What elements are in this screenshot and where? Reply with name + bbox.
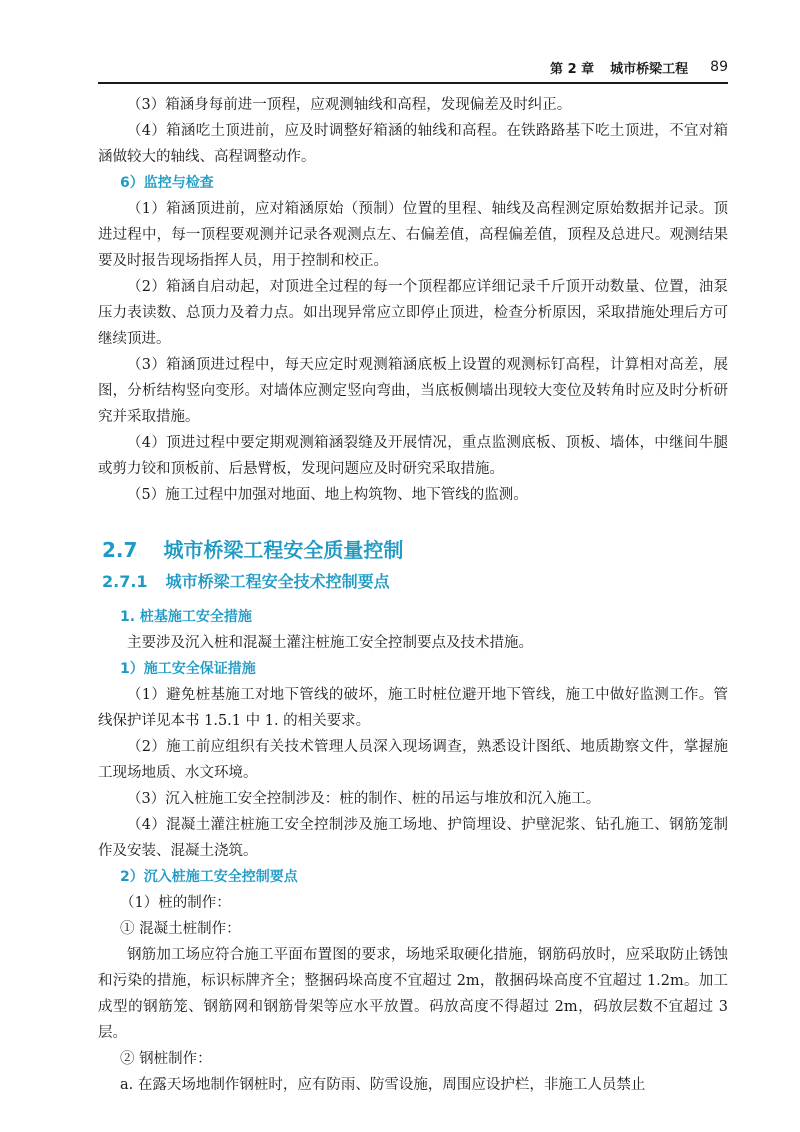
paragraph: （3）沉入桩施工安全控制涉及：桩的制作、桩的吊运与堆放和沉入施工。 bbox=[127, 791, 601, 807]
section-heading bbox=[102, 534, 728, 566]
heading-pile-safety: 1. 桩基施工安全措施 bbox=[120, 609, 252, 625]
paragraph: （3）箱涵身每前进一顶程，应观测轴线和高程，发现偏差及时纠正。 bbox=[127, 97, 572, 113]
page-header bbox=[98, 52, 728, 84]
paragraph: （4）箱涵吃土顶进前，应及时调整好箱涵的轴线和高程。在铁路路基下吃土顶进，不宜对箱涵做较大的轴线、高程调整动作。 bbox=[98, 123, 728, 165]
paragraph: （1）箱涵顶进前，应对箱涵原始（预制）位置的里程、轴线及高程测定原始数据并记录。顶进过程中，每一顶程要观测并记录各观测点左、右偏差值，高程偏差值，顶程及总进尺。观测结果要及时报告现场指挥人员，用于控制和校正。 bbox=[98, 201, 728, 269]
paragraph: 主要涉及沉入桩和混凝土灌注桩施工安全控制要点及技术措施。 bbox=[127, 635, 533, 651]
list-item: ② 钢桩制作： bbox=[120, 1051, 212, 1067]
paragraph: （5）施工过程中加强对地面、地上构筑物、地下管线的监测。 bbox=[127, 487, 528, 503]
section-number: 2.7 bbox=[102, 538, 138, 562]
paragraph: （2）箱涵自启动起，对顶进全过程的每一个顶程都应详细记录千斤顶开动数量、位置，油泵压力表读数、总顶力及着力点。如出现异常应立即停止顶进，检查分析原因，采取措施处理后方可继续顶进。 bbox=[98, 279, 728, 347]
subheading-driven-pile: 2）沉入桩施工安全控制要点 bbox=[120, 869, 298, 885]
subheading-monitoring: 6）监控与检查 bbox=[120, 175, 214, 191]
page-content bbox=[98, 92, 728, 1098]
list-item: （1）桩的制作： bbox=[120, 895, 231, 911]
subsection-title: 城市桥梁工程安全技术控制要点 bbox=[165, 572, 390, 591]
subsection-number: 2.7.1 bbox=[102, 572, 148, 591]
section-title: 城市桥梁工程安全质量控制 bbox=[163, 538, 404, 562]
subheading-safety-measures: 1）施工安全保证措施 bbox=[120, 661, 256, 677]
list-item: ① 混凝土桩制作： bbox=[120, 921, 241, 937]
page-number: 89 bbox=[710, 59, 728, 75]
paragraph: （4）顶进过程中要定期观测箱涵裂缝及开展情况，重点监测底板、顶板、墙体，中继间牛腿或剪力铰和顶板前、后悬臂板，发现问题应及时研究采取措施。 bbox=[98, 435, 728, 477]
paragraph: （4）混凝土灌注桩施工安全控制涉及施工场地、护筒埋设、护壁泥浆、钻孔施工、钢筋笼制作及安装、混凝土浇筑。 bbox=[98, 817, 728, 859]
paragraph: （2）施工前应组织有关技术管理人员深入现场调查，熟悉设计图纸、地质勘察文件，掌握施工现场地质、水文环境。 bbox=[98, 739, 728, 781]
paragraph: （1）避免桩基施工对地下管线的破坏，施工时桩位避开地下管线，施工中做好监测工作。管线保护详见本书 1.5.1 中 1. 的相关要求。 bbox=[98, 687, 728, 729]
paragraph: （3）箱涵顶进过程中，每天应定时观测箱涵底板上设置的观测标钉高程，计算相对高差，展图，分析结构竖向变形。对墙体应测定竖向弯曲，当底板侧墙出现较大变位及转角时应及时分析研究并采取措施。 bbox=[98, 357, 728, 425]
paragraph: 钢筋加工场应符合施工平面布置图的要求，场地采取硬化措施，钢筋码放时，应采取防止锈蚀和污染的措施，标识标牌齐全；整捆码垛高度不宜超过 2m，散捆码垛高度不宜超过 1.2m。加工成型的钢筋笼、钢筋网和钢筋骨架等应水平放置。码放高度不得超过 2m，码放层数不宜超过 3 层。 bbox=[98, 947, 728, 1041]
chapter-title: 城市桥梁工程 bbox=[610, 61, 689, 77]
chapter-label: 第 2 章 bbox=[550, 61, 595, 77]
subsection-heading bbox=[102, 568, 728, 596]
list-item: a. 在露天场地制作钢桩时，应有防雨、防雪设施，周围应设护栏，非施工人员禁止 bbox=[120, 1077, 646, 1093]
